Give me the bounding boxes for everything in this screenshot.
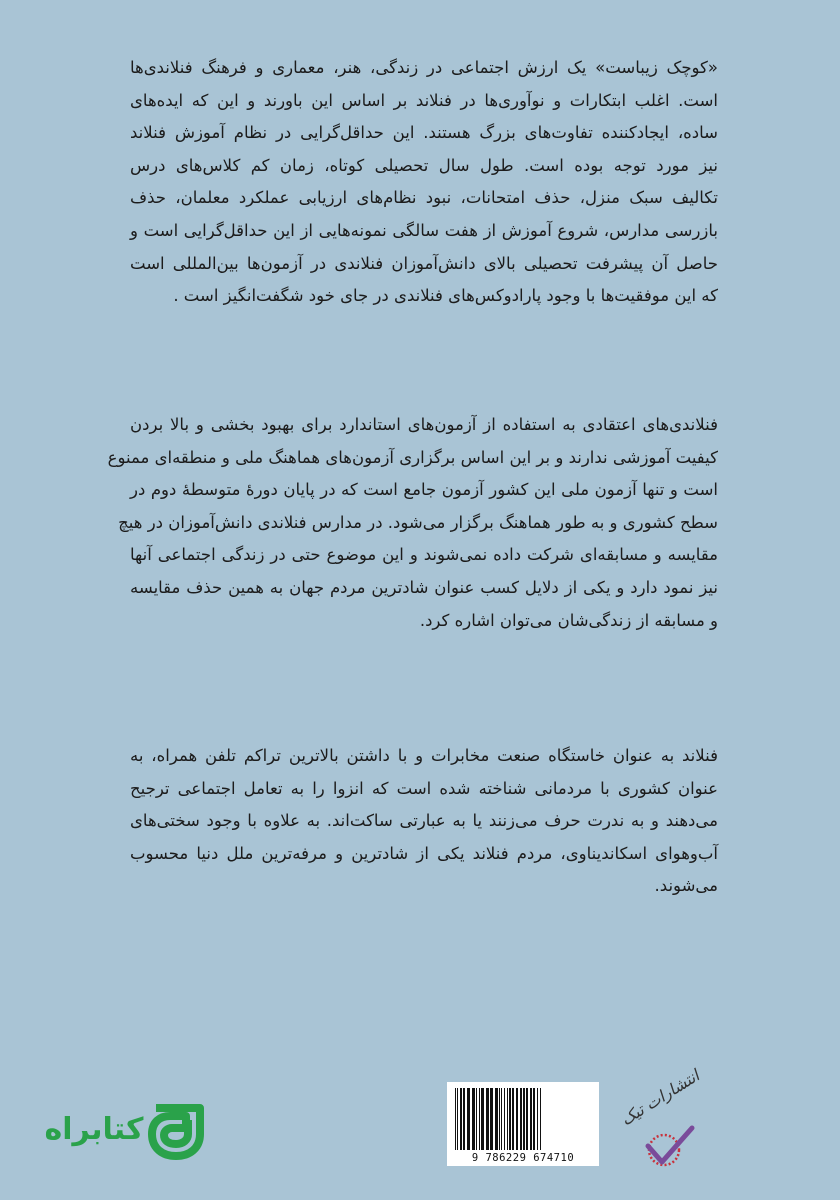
- barcode-bar: [495, 1088, 498, 1150]
- ketabrah-leaf-icon: [148, 1104, 204, 1160]
- barcode-bar: [499, 1088, 500, 1150]
- barcode-bar: [463, 1088, 465, 1150]
- text-line: فنلاندی‌های اعتقادی به استفاده از آزمون‌های استاندارد برای بهبود بخشی و بالا بردن: [130, 415, 718, 434]
- text-line: می‌شوند.: [654, 876, 718, 896]
- barcode-bar: [523, 1088, 525, 1150]
- text-line: ساده، ایجادکننده تفاوت‌های بزرگ هستند. این حداقل‌گرایی در نظام آموزش فنلاند: [130, 123, 718, 143]
- barcode-bar: [481, 1088, 484, 1150]
- paragraph-2: [107, 409, 718, 637]
- barcode-bar: [472, 1088, 475, 1150]
- text-line: «کوچک زیباست» یک ارزش اجتماعی در زندگی، هنر، معماری و فرهنگ فنلاندی‌ها: [130, 58, 718, 77]
- text-line: و مسابقه از زندگی‌شان می‌توان اشاره کرد.: [419, 610, 718, 630]
- isbn-barcode: [447, 1082, 599, 1166]
- barcode-bar: [540, 1088, 541, 1150]
- barcode-bar: [460, 1088, 462, 1150]
- barcode-bar: [467, 1088, 470, 1150]
- text-line: نیز مورد توجه بوده است. طول سال تحصیلی کوتاه، زمان کم کلاس‌های درس: [130, 155, 718, 175]
- text-line: عنوان کشوری با مردمانی شناخته شده است که انزوا را به تعامل اجتماعی ترجیح: [130, 778, 718, 798]
- text-line: است و تنها آزمون ملی این کشور آزمون جامع است که در پایان دورهٔ متوسطهٔ دوم در: [130, 480, 718, 500]
- barcode-bar: [512, 1088, 514, 1150]
- barcode-bar: [501, 1088, 502, 1150]
- barcode-bar: [486, 1088, 489, 1150]
- ketabrah-wordmark: کتابراه: [44, 1112, 144, 1147]
- barcode-bar: [507, 1088, 508, 1150]
- barcode-bar: [516, 1088, 518, 1150]
- text-line: نیز نمود دارد و یکی از دلایل کسب عنوان شادترین مردم جهان به همین حذف مقایسه: [130, 577, 718, 597]
- text-line: می‌دهند و به ندرت حرف می‌زنند یا به عبارتی ساکت‌اند. به علاوه با وجود سختی‌های: [130, 811, 718, 831]
- barcode-bar: [504, 1088, 505, 1150]
- text-line: است. اغلب ابتکارات و نوآوری‌ها در فنلاند بر اساس این باورند و این که ایده‌های: [130, 90, 718, 110]
- barcode-bar: [457, 1088, 458, 1150]
- barcode-bar: [533, 1088, 535, 1150]
- barcode-bar: [537, 1088, 538, 1150]
- publisher-name: انتشارات تیک: [617, 1065, 703, 1130]
- text-line: بازرسی مدارس، شروع آموزش از هفت سالگی نمونه‌هایی از این حداقل‌گرایی است و: [130, 220, 718, 240]
- paragraph-3: [130, 740, 718, 903]
- text-line: سطح کشوری و به طور هماهنگ برگزار می‌شود. در مدارس فنلاندی دانش‌آموزان در هیچ: [118, 512, 718, 532]
- barcode-bar: [490, 1088, 493, 1150]
- barcode-bar: [520, 1088, 522, 1150]
- text-line: مقایسه و مسابقه‌ای شرکت داده نمی‌شوند و این موضوع حتی در زندگی اجتماعی آنها: [130, 545, 718, 565]
- barcode-bars: [453, 1088, 593, 1150]
- publisher-logo: [626, 1080, 696, 1172]
- text-line: فنلاند به عنوان خاستگاه صنعت مخابرات و با داشتن بالاترین تراکم تلفن همراه، به: [130, 746, 718, 765]
- text-line: کیفیت آموزشی ندارند و بر این اساس برگزاری آزمون‌های هماهنگ ملی و منطقه‌ای ممنوع: [107, 447, 718, 467]
- text-line: آب‌وهوای اسکاندیناوی، مردم فنلاند یکی از شادترین و مرفه‌ترین ملل دنیا محسوب: [130, 843, 718, 863]
- isbn-number: 9 786229 674710: [471, 1152, 575, 1164]
- text-line: حاصل آن پیشرفت تحصیلی بالای دانش‌آموزان فنلاندی در آزمون‌ها بین‌المللی است: [130, 253, 718, 273]
- barcode-bar: [479, 1088, 480, 1150]
- barcode-bar: [455, 1088, 456, 1150]
- text-line: تکالیف سبک منزل، حذف امتحانات، نبود نظام‌های ارزیابی عملکرد معلمان، حذف: [130, 188, 718, 208]
- checkmark-icon: [648, 1128, 692, 1165]
- barcode-bar: [526, 1088, 528, 1150]
- barcode-bar: [509, 1088, 511, 1150]
- paragraph-1: [130, 52, 718, 313]
- text-line: که این موفقیت‌ها با وجود پارادوکس‌های فنلاندی در جای خود شگفت‌انگیز است .: [173, 286, 718, 306]
- barcode-bar: [530, 1088, 532, 1150]
- barcode-bar: [476, 1088, 477, 1150]
